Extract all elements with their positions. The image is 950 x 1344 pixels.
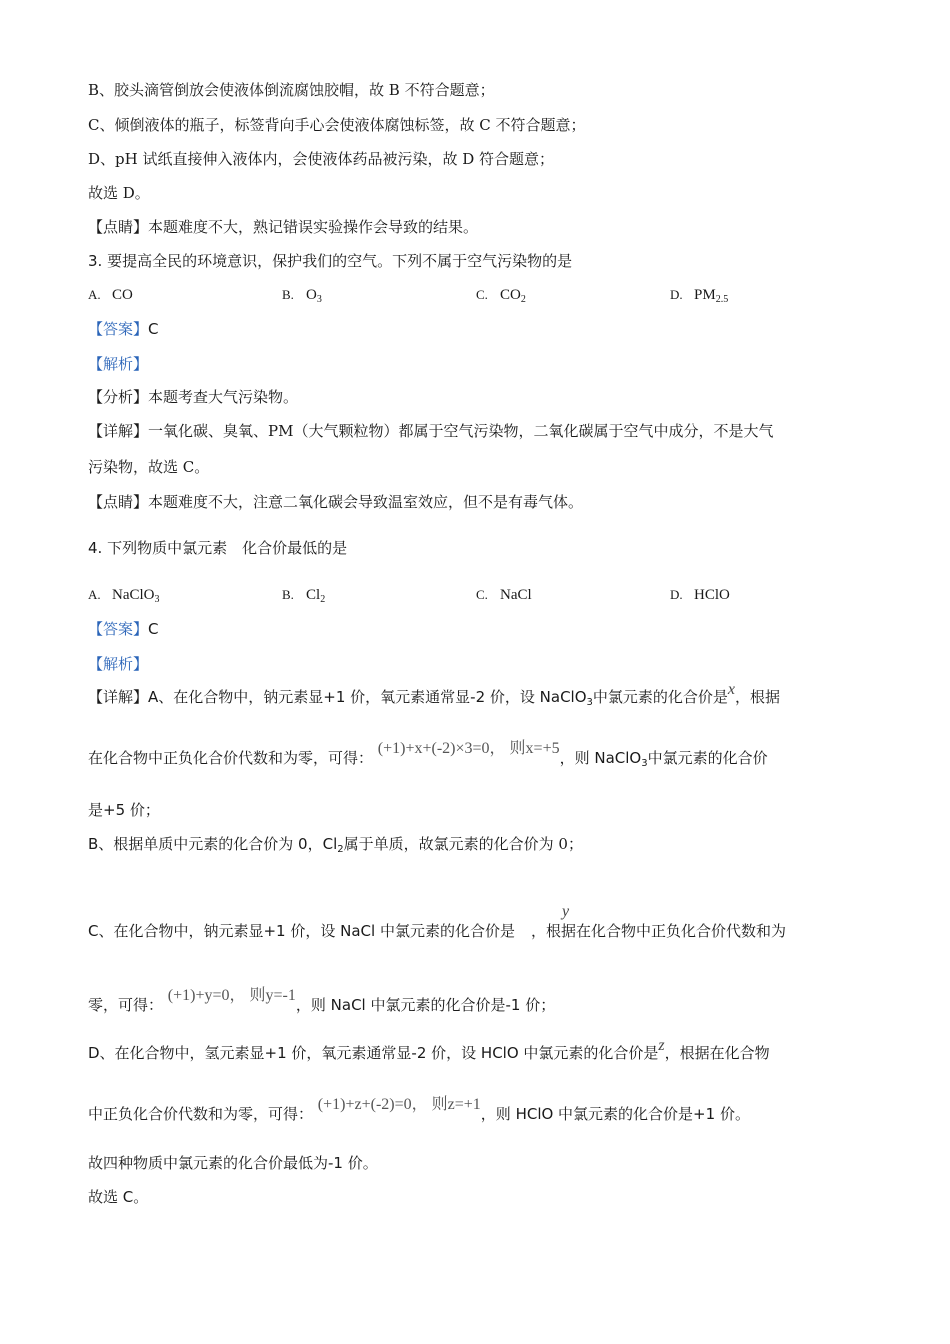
detail-text: ，根据在化合物 [664, 1044, 770, 1062]
variable-z: z [658, 1037, 665, 1054]
option-sub: 2 [320, 594, 326, 605]
option-sub: 2 [520, 294, 526, 305]
detail-text: ，根据在化合物中正负化合价代数和为 [530, 922, 786, 940]
option-d-explanation: D、pH 试纸直接伸入液体内，会使液体药品被污染，故 D 符合题意； [88, 150, 555, 168]
variable-y: y [562, 903, 570, 920]
q3-xiangjie [88, 421, 773, 441]
option-key: A. [88, 287, 101, 302]
answer-value: C [148, 620, 159, 638]
q2-choose: 故选 D。 [88, 184, 150, 202]
option-text: CO [112, 287, 133, 303]
detail-text: 中正负化合价代数和为零，可得： [88, 1105, 314, 1123]
option-sub: 2.5 [715, 294, 729, 305]
dianjing-text: 本题难度不大，熟记错误实验操作会导致的结果。 [148, 218, 479, 236]
q4-detail-a-line3: 是+5 价； [88, 801, 160, 819]
xiangjie-text: 一氧化碳、臭氧、PM（大气颗粒物）都属于空气污染物，二氧化碳属于空气中成分，不是大气 [148, 422, 774, 440]
option-b-explanation: B、胶头滴管倒放会使液体倒流腐蚀胶帽，故 B 不符合题意； [88, 81, 495, 99]
answer-value: C [148, 320, 159, 338]
detail-text: 属于单质，故氯元素的化合价为 0； [343, 835, 583, 853]
detail-sub: 3 [586, 697, 593, 708]
q3-option-b [282, 285, 322, 305]
detail-text: ，根据 [735, 688, 781, 706]
option-key: D. [670, 587, 683, 602]
detail-sub: 2 [337, 844, 344, 855]
q4-option-c [476, 585, 532, 605]
option-sub: 3 [316, 294, 322, 305]
fenxi-text: 本题考查大气污染物。 [148, 388, 299, 406]
detail-text: 零，可得： [88, 996, 164, 1014]
q4-option-b [282, 585, 325, 605]
fenxi-tag: 【分析】 [88, 388, 149, 406]
q3-fenxi [88, 387, 298, 407]
detail-text: A、在化合物中，钠元素显+1 价，氧元素通常显-2 价，设 NaClO [148, 688, 587, 706]
q4-choose: 故选 C。 [88, 1188, 149, 1206]
option-key: B. [282, 587, 294, 602]
variable-x: x [727, 681, 736, 698]
option-text: CO [500, 287, 521, 303]
detail-text: B、根据单质中元素的化合价为 0，Cl [88, 835, 338, 853]
answer-tag: 【答案】 [88, 620, 149, 638]
q4-answer [88, 619, 159, 639]
q4-option-a [88, 585, 160, 605]
detail-text: ，则 NaCl 中氯元素的化合价是-1 价； [295, 996, 556, 1014]
equation-c: (+1)+y=0， 则y=-1 [167, 987, 296, 1004]
jiexi-tag: 【解析】 [88, 655, 149, 673]
q2-dianjing [88, 217, 478, 237]
dianjing-tag: 【点睛】 [88, 493, 149, 511]
option-text: O [306, 287, 317, 303]
q4-detail-b [88, 834, 583, 854]
option-key: C. [476, 287, 488, 302]
option-text: HClO [694, 587, 730, 603]
q3-xiangjie-cont: 污染物，故选 C。 [88, 458, 210, 476]
q4-detail-d-line2 [88, 1096, 750, 1125]
q3-option-a [88, 285, 133, 305]
q4-option-d [670, 585, 730, 605]
equation-a: (+1)+x+(-2)×3=0， 则x=+5 [377, 740, 560, 757]
xiangjie-tag: 【详解】 [88, 688, 149, 706]
q3-answer [88, 319, 159, 339]
q4-detail-a-line2 [88, 740, 768, 769]
option-sub: 3 [154, 594, 160, 605]
q3-stem: 3. 要提高全民的环境意识，保护我们的空气。下列不属于空气污染物的是 [88, 252, 573, 270]
option-text: NaCl [500, 587, 532, 603]
detail-text: ，则 NaClO [559, 749, 642, 767]
detail-text: D、在化合物中，氢元素显+1 价，氧元素通常显-2 价，设 HClO 中氯元素的化合价是 [88, 1044, 659, 1062]
detail-text: 在化合物中正负化合价代数和为零，可得： [88, 749, 374, 767]
detail-text: C、在化合物中，钠元素显+1 价，设 NaCl 中氯元素的化合价是 [88, 922, 515, 940]
option-c-explanation: C、倾倒液体的瓶子，标签背向手心会使液体腐蚀标签，故 C 不符合题意； [88, 116, 586, 134]
q4-detail-c-line1 [88, 921, 786, 941]
equation-d: (+1)+z+(-2)=0， 则z=+1 [317, 1096, 481, 1113]
option-key: C. [476, 587, 488, 602]
q3-option-d [670, 285, 728, 305]
option-key: B. [282, 287, 294, 302]
option-key: A. [88, 587, 101, 602]
option-text: NaClO [112, 587, 155, 603]
q4-summary: 故四种物质中氯元素的化合价最低为-1 价。 [88, 1154, 378, 1172]
q4-detail-a-line1 [88, 681, 781, 708]
q4-detail-d-line1 [88, 1037, 770, 1064]
option-text: PM [694, 287, 716, 303]
answer-tag: 【答案】 [88, 320, 149, 338]
q4-detail-c-line2 [88, 987, 556, 1016]
q3-option-c [476, 285, 526, 305]
detail-sub: 3 [641, 758, 648, 769]
option-text: Cl [306, 587, 321, 603]
q4-jiexi [88, 654, 148, 674]
detail-text: 中氯元素的化合价 [647, 749, 768, 767]
dianjing-tag: 【点睛】 [88, 218, 149, 236]
q3-dianjing [88, 492, 583, 512]
option-key: D. [670, 287, 683, 302]
detail-text: 中氯元素的化合价是 [592, 688, 728, 706]
xiangjie-tag: 【详解】 [88, 422, 149, 440]
detail-text: ，则 HClO 中氯元素的化合价是+1 价。 [480, 1105, 750, 1123]
q3-jiexi [88, 354, 148, 374]
dianjing-text: 本题难度不大，注意二氧化碳会导致温室效应，但不是有毒气体。 [148, 493, 584, 511]
q4-stem: 4. 下列物质中氯元素 化合价最低的是 [88, 539, 348, 557]
jiexi-tag: 【解析】 [88, 355, 149, 373]
